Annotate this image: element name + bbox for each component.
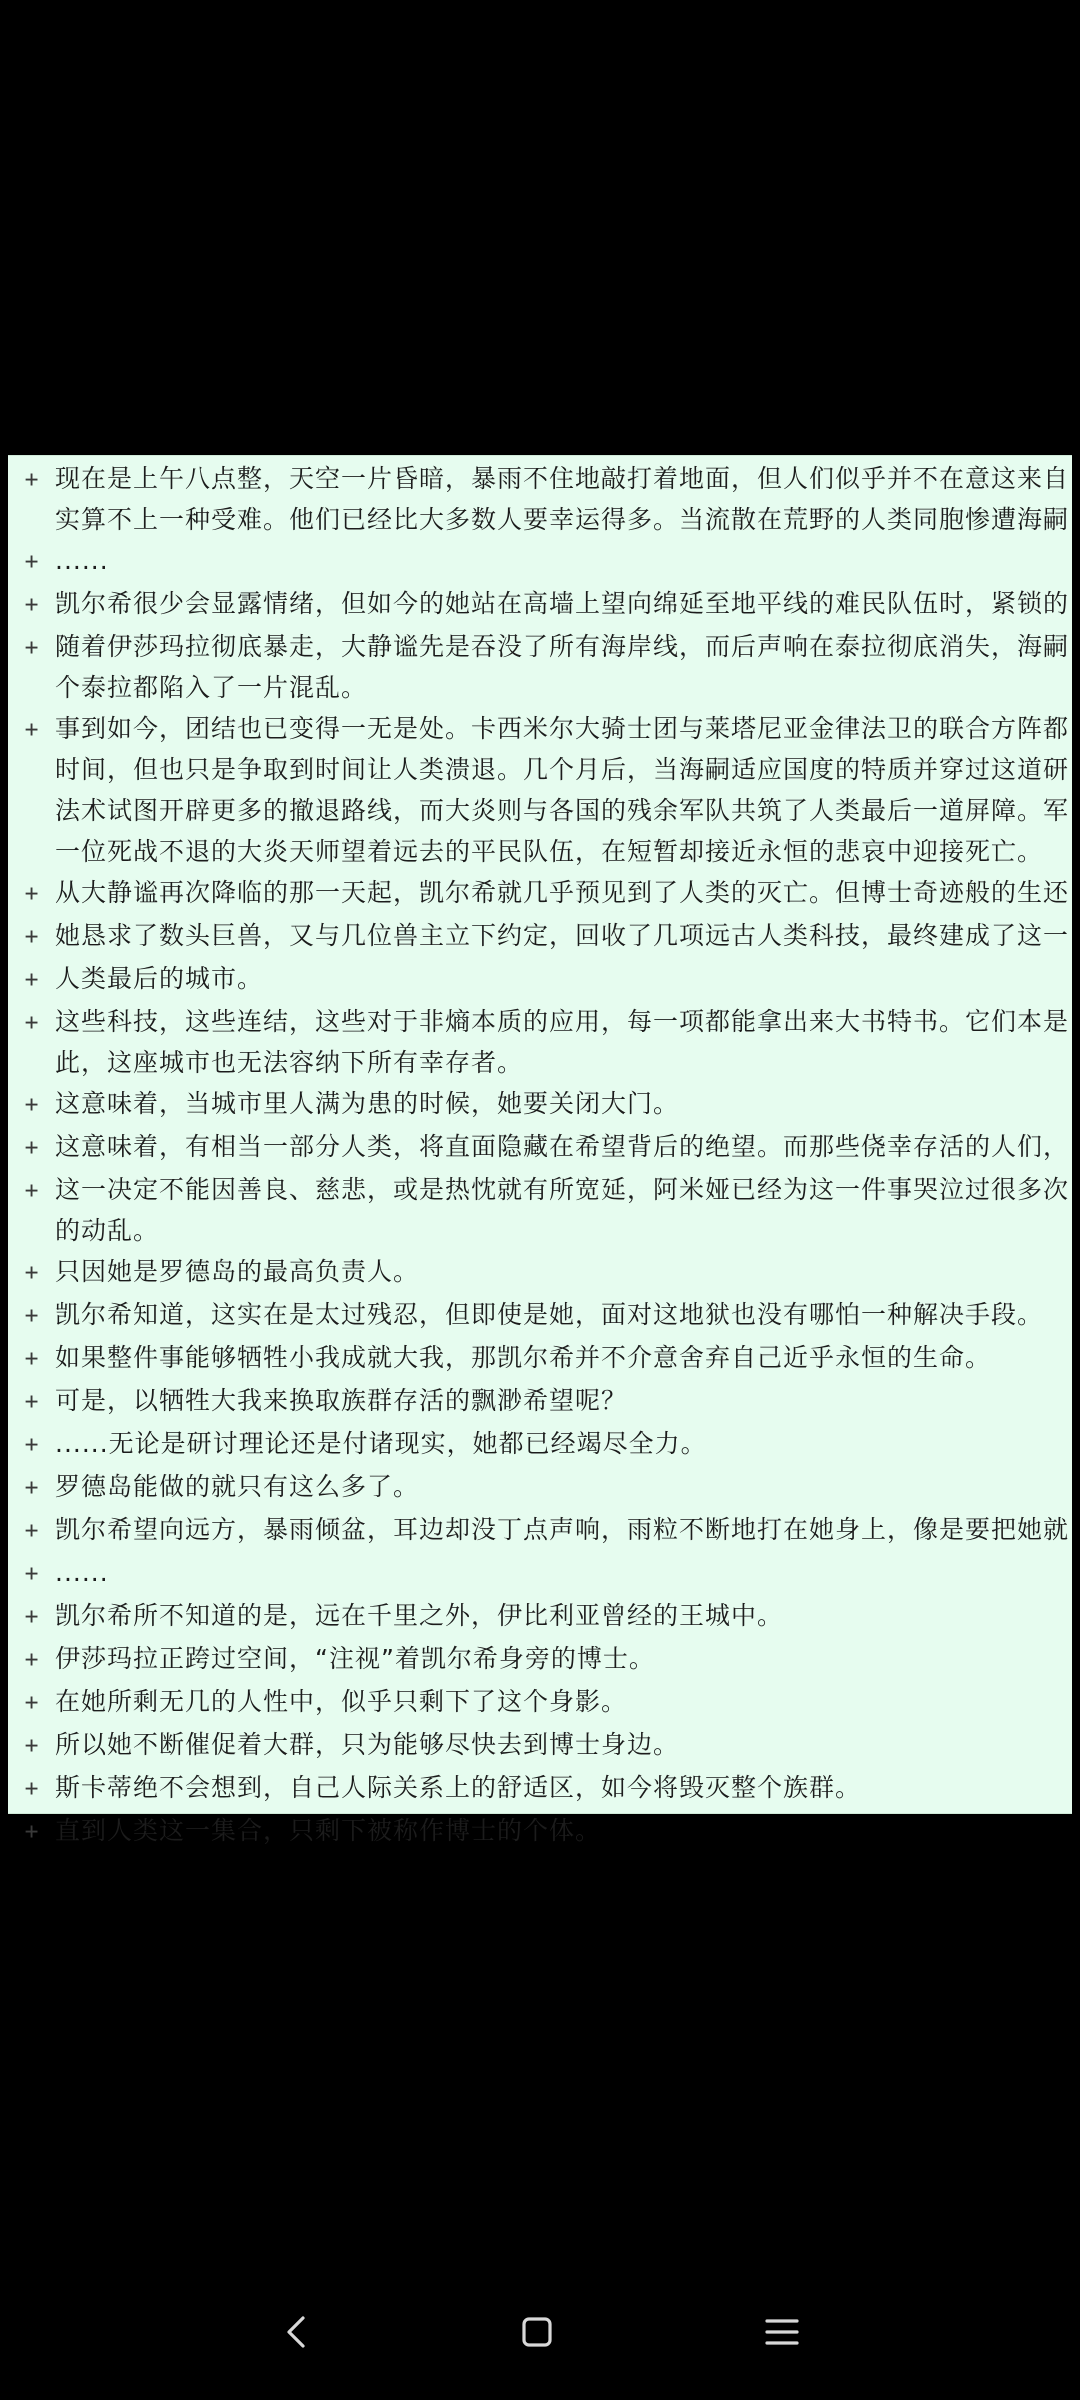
diff-added-marker: + <box>24 1647 39 1673</box>
diff-row <box>8 1380 1072 1423</box>
diff-added-marker: + <box>24 1819 39 1845</box>
diff-line: 在她所剩无几的人性中，似乎只剩下了这个身影。 <box>55 1687 628 1716</box>
diff-row <box>8 1466 1072 1509</box>
diff-line: 只因她是罗德岛的最高负责人。 <box>55 1257 420 1286</box>
diff-row <box>8 915 1072 958</box>
diff-line: 的动乱。 <box>55 1216 160 1245</box>
diff-line: ...... <box>55 546 109 575</box>
diff-row <box>8 1251 1072 1294</box>
diff-panel <box>8 455 1072 1845</box>
diff-added-marker: + <box>24 1432 39 1458</box>
diff-row-text <box>55 872 1072 913</box>
diff-row-text <box>55 1251 1072 1292</box>
diff-added-marker: + <box>24 1260 39 1286</box>
diff-line: 个泰拉都陷入了一片混乱。 <box>55 673 368 702</box>
diff-added-marker: + <box>24 924 39 950</box>
diff-line: 这意味着，当城市里人满为患的时候，她要关闭大门。 <box>55 1089 680 1118</box>
diff-row-text <box>55 1595 1072 1636</box>
diff-row-text <box>55 1380 1072 1421</box>
diff-line: 凯尔希望向远方，暴雨倾盆，耳边却没丁点声响，雨粒不断地打在她身上，像是要把她就 <box>55 1515 1070 1544</box>
diff-added-marker: + <box>24 1604 39 1630</box>
diff-added-marker: + <box>24 1475 39 1501</box>
nav-home-button[interactable] <box>497 2292 577 2372</box>
diff-line: 罗德岛能做的就只有这么多了。 <box>55 1472 420 1501</box>
diff-row-text <box>55 1767 1072 1808</box>
diff-row-text <box>55 1169 1072 1251</box>
diff-added-marker: + <box>24 881 39 907</box>
nav-menu-button[interactable] <box>742 2292 822 2372</box>
diff-added-marker: + <box>24 1346 39 1372</box>
diff-row-text <box>55 458 1072 540</box>
diff-row-text <box>55 1509 1072 1550</box>
diff-line: 所以她不断催促着大群，只为能够尽快去到博士身边。 <box>55 1730 680 1759</box>
diff-row-text <box>55 1810 1072 1851</box>
diff-added-marker: + <box>24 635 39 661</box>
diff-added-marker: + <box>24 1733 39 1759</box>
diff-row <box>8 1595 1072 1638</box>
diff-row <box>8 1001 1072 1083</box>
diff-row-text <box>55 1681 1072 1722</box>
diff-row <box>8 1083 1072 1126</box>
diff-added-marker: + <box>24 1178 39 1204</box>
diff-row <box>8 1509 1072 1552</box>
diff-line: 时间，但也只是争取到时间让人类溃退。几个月后，当海嗣适应国度的特质并穿过这道研 <box>55 755 1070 784</box>
diff-row-text <box>55 1423 1072 1464</box>
diff-row <box>8 1294 1072 1337</box>
diff-line: 从大静谧再次降临的那一天起，凯尔希就几乎预见到了人类的灭亡。但博士奇迹般的生还 <box>55 878 1070 907</box>
diff-line: 她恳求了数头巨兽，又与几位兽主立下约定，回收了几项远古人类科技，最终建成了这一 <box>55 921 1070 950</box>
diff-line: 实算不上一种受难。他们已经比大多数人要幸运得多。当流散在荒野的人类同胞惨遭海嗣 <box>55 505 1070 534</box>
diff-line: 伊莎玛拉正跨过空间，“注视”着凯尔希身旁的博士。 <box>55 1644 655 1673</box>
diff-added-marker: + <box>24 467 39 493</box>
diff-added-marker: + <box>24 1518 39 1544</box>
diff-row-text <box>55 626 1072 708</box>
diff-row <box>8 1724 1072 1767</box>
diff-row-text <box>55 1552 1072 1593</box>
diff-row-text <box>55 1083 1072 1124</box>
diff-added-marker: + <box>24 1303 39 1329</box>
diff-added-marker: + <box>24 549 39 575</box>
diff-added-marker: + <box>24 717 39 743</box>
diff-line: 法术试图开辟更多的撤退路线，而大炎则与各国的残余军队共筑了人类最后一道屏障。军 <box>55 796 1070 825</box>
diff-row-text <box>55 540 1072 581</box>
diff-row-text <box>55 1724 1072 1765</box>
diff-row <box>8 1552 1072 1595</box>
diff-row <box>8 958 1072 1001</box>
diff-row <box>8 1767 1072 1810</box>
diff-line: 事到如今，团结也已变得一无是处。卡西米尔大骑士团与莱塔尼亚金律法卫的联合方阵都 <box>55 714 1070 743</box>
diff-added-marker: + <box>24 1690 39 1716</box>
diff-row <box>8 1126 1072 1169</box>
diff-row-text <box>55 915 1072 956</box>
diff-row <box>8 583 1072 626</box>
diff-row-text <box>55 958 1072 999</box>
diff-row-text <box>55 1126 1072 1167</box>
diff-row-text <box>55 1466 1072 1507</box>
square-icon <box>517 2312 557 2352</box>
diff-list <box>8 456 1072 1853</box>
diff-row-text <box>55 583 1072 624</box>
diff-added-marker: + <box>24 1389 39 1415</box>
diff-row <box>8 708 1072 872</box>
diff-row-text <box>55 1294 1072 1335</box>
diff-row <box>8 872 1072 915</box>
diff-row <box>8 540 1072 583</box>
diff-line: 凯尔希知道，这实在是太过残忍，但即使是她，面对这地狱也没有哪怕一种解决手段。 <box>55 1300 1044 1329</box>
diff-row <box>8 626 1072 708</box>
navigation-bar <box>0 2268 1080 2400</box>
diff-line: 这意味着，有相当一部分人类，将直面隐藏在希望背后的绝望。而那些侥幸存活的人们， <box>55 1132 1070 1161</box>
diff-line: 凯尔希所不知道的是，远在千里之外，伊比利亚曾经的王城中。 <box>55 1601 784 1630</box>
diff-line: 一位死战不退的大炎天师望着远去的平民队伍，在短暂却接近永恒的悲哀中迎接死亡。 <box>55 837 1044 866</box>
diff-added-marker: + <box>24 1135 39 1161</box>
diff-added-marker: + <box>24 592 39 618</box>
diff-line: 这一决定不能因善良、慈悲，或是热忱就有所宽延，阿米娅已经为这一件事哭泣过很多次 <box>55 1175 1070 1204</box>
diff-row-text <box>55 708 1072 872</box>
diff-row <box>8 1638 1072 1681</box>
diff-line: 现在是上午八点整，天空一片昏暗，暴雨不住地敲打着地面，但人们似乎并不在意这来自 <box>55 464 1070 493</box>
diff-row-text <box>55 1638 1072 1679</box>
diff-line: 斯卡蒂绝不会想到，自己人际关系上的舒适区，如今将毁灭整个族群。 <box>55 1773 862 1802</box>
diff-row <box>8 1423 1072 1466</box>
diff-row <box>8 1810 1072 1853</box>
diff-line: 这些科技，这些连结，这些对于非熵本质的应用，每一项都能拿出来大书特书。它们本是 <box>55 1007 1070 1036</box>
diff-line: 此，这座城市也无法容纳下所有幸存者。 <box>55 1048 524 1077</box>
chevron-left-icon <box>277 2312 317 2352</box>
diff-row-text <box>55 1337 1072 1378</box>
diff-line: 凯尔希很少会显露情绪，但如今的她站在高墙上望向绵延至地平线的难民队伍时，紧锁的 <box>55 589 1070 618</box>
diff-added-marker: + <box>24 1561 39 1587</box>
hamburger-icon <box>762 2312 802 2352</box>
diff-line: 直到人类这一集合，只剩下被称作博士的个体。 <box>55 1816 602 1845</box>
diff-row <box>8 1169 1072 1251</box>
diff-row-text <box>55 1001 1072 1083</box>
diff-line: 可是，以牺牲大我来换取族群存活的飘渺希望呢？ <box>55 1386 628 1415</box>
diff-added-marker: + <box>24 1010 39 1036</box>
diff-added-marker: + <box>24 1092 39 1118</box>
diff-line: ......无论是研讨理论还是付诸现实，她都已经竭尽全力。 <box>55 1429 707 1458</box>
diff-row <box>8 1681 1072 1724</box>
diff-line: 随着伊莎玛拉彻底暴走，大静谧先是吞没了所有海岸线，而后声响在泰拉彻底消失，海嗣 <box>55 632 1070 661</box>
diff-line: 如果整件事能够牺牲小我成就大我，那凯尔希并不介意舍弃自己近乎永恒的生命。 <box>55 1343 992 1372</box>
diff-row <box>8 1337 1072 1380</box>
diff-row <box>8 458 1072 540</box>
diff-line: ...... <box>55 1558 109 1587</box>
diff-line: 人类最后的城市。 <box>55 964 264 993</box>
diff-added-marker: + <box>24 1776 39 1802</box>
diff-added-marker: + <box>24 967 39 993</box>
nav-back-button[interactable] <box>257 2292 337 2372</box>
